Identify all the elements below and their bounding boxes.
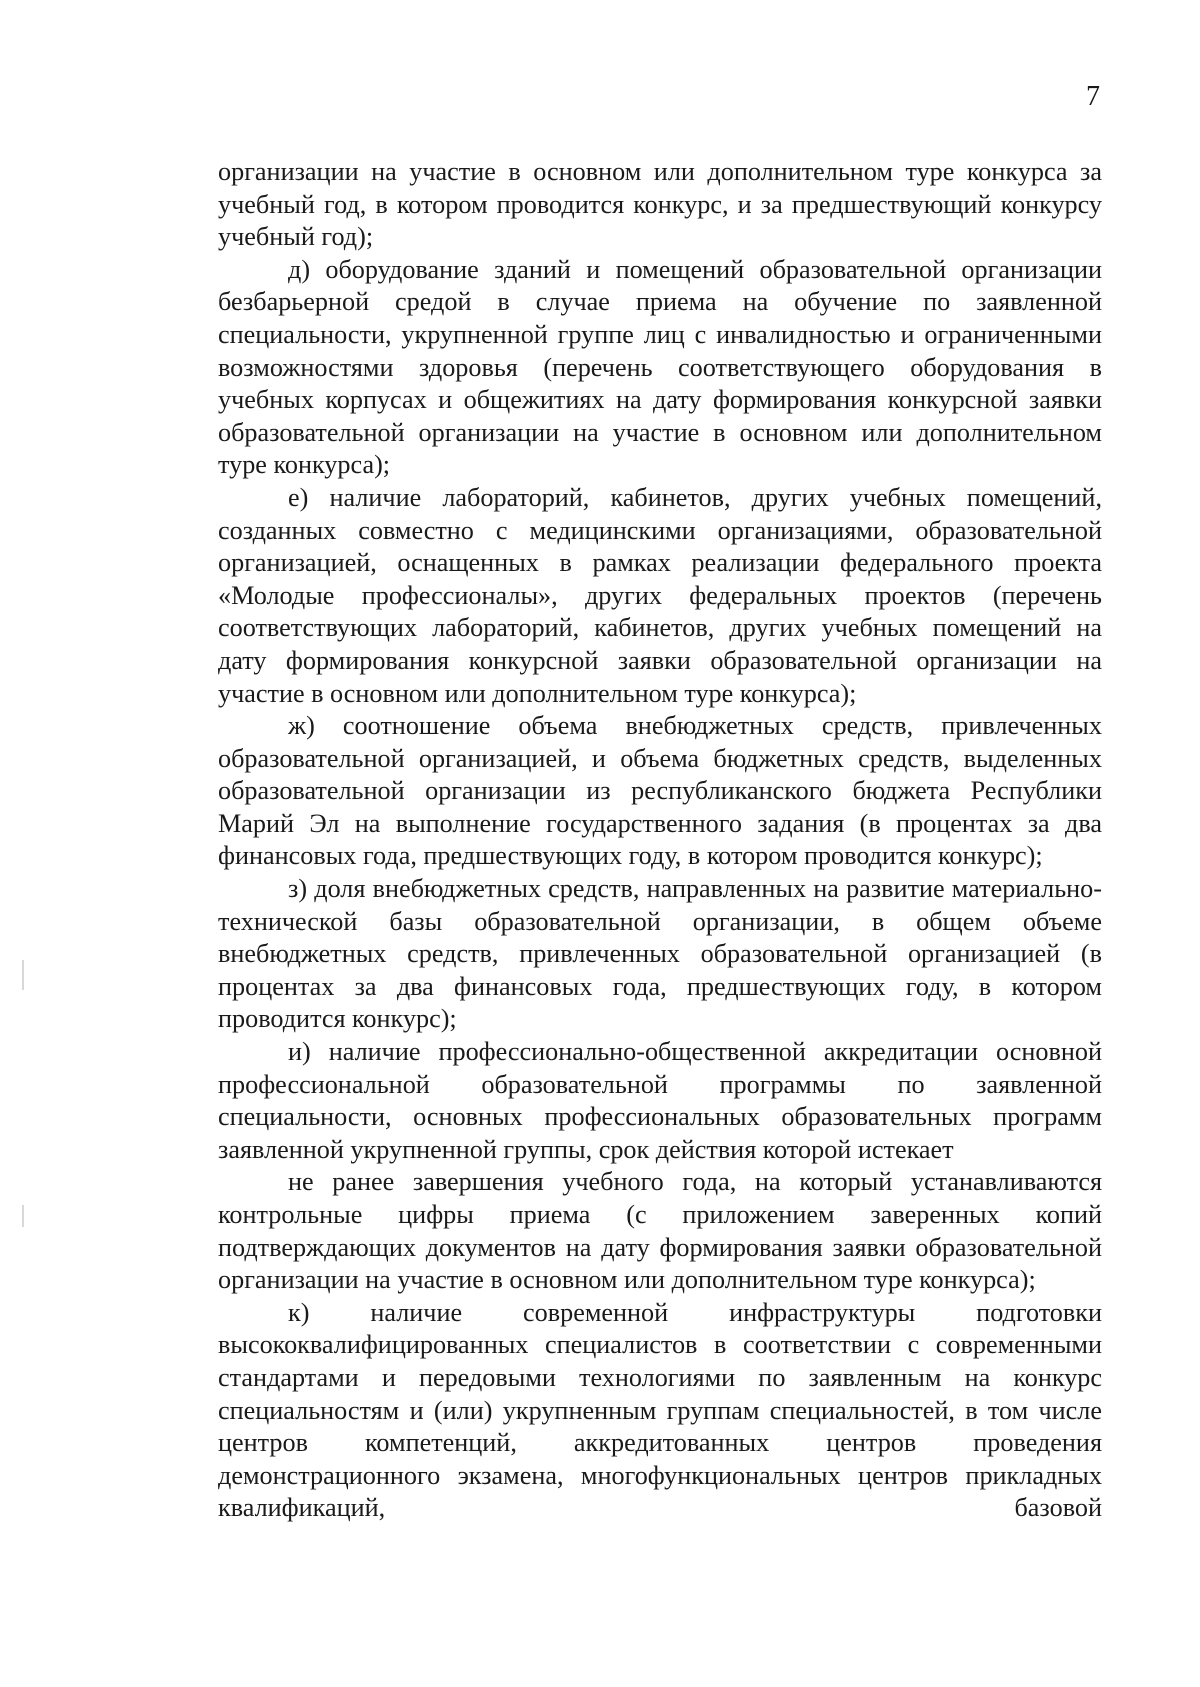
scan-edge-mark: [22, 960, 24, 990]
scan-edge-mark: [22, 1205, 24, 1227]
paragraph-item-i-continuation: не ранее завершения учебного года, на который устанавливаются контрольные цифры приема (с приложением заверенных копий подтверждающих документов на дату формирования заявки образовательной организации на участие в основном или дополнительном туре конкурса);: [218, 1167, 1102, 1295]
paragraph-item-z: з) доля внебюджетных средств, направленных на развитие материально-технической базы образовательной организации, в общем объеме внебюджетных средств, привлеченных образовательной организацией (в процентах за два финансовых года, предшествующих году, в котором проводится конкурс);: [218, 874, 1102, 1034]
page-number: 7: [1086, 81, 1100, 112]
paragraph-item-e: е) наличие лабораторий, кабинетов, других учебных помещений, созданных совместно с медицинскими организациями, образовательной организацией, оснащенных в рамках реализации федерального проекта «Молодые профессионалы», других федеральных проектов (перечень соответствующих лабораторий, кабинетов, других учебных помещений на дату формирования конкурсной заявки образовательной организации на участие в основном или дополнительном туре конкурса);: [218, 482, 1102, 708]
paragraph-item-d: д) оборудование зданий и помещений образовательной организации безбарьерной средой в случае приема на обучение по заявленной специальности, укрупненной группе лиц с инвалидностью и ограниченными возможностями здоровья (перечень соответствующего оборудования в учебных корпусах и общежитиях на дату формирования конкурсной заявки образовательной организации на участие в основном или дополнительном туре конкурса);: [218, 254, 1102, 480]
paragraph-item-k: к) наличие современной инфраструктуры подготовки высококвалифицированных специалистов в соответствии с современными стандартами и передовыми технологиями по заявленным на конкурс специальностям и (или) укрупненным группам специальностей, в том числе центров компетенций, аккредитованных центров проведения демонстрационного экзамена, многофункциональных центров прикладных квалификаций, базовой: [218, 1297, 1102, 1523]
paragraph-continuation: организации на участие в основном или дополнительном туре конкурса за учебный год, в котором проводится конкурс, и за предшествующий конкурсу учебный год);: [218, 157, 1102, 252]
paragraph-item-i: и) наличие профессионально-общественной аккредитации основной профессиональной образовательной программы по заявленной специальности, основных профессиональных образовательных программ заявленной укрупненной группы, срок действия которой истекает: [218, 1037, 1102, 1164]
paragraph-item-zh: ж) соотношение объема внебюджетных средств, привлеченных образовательной организацией, и объема бюджетных средств, выделенных образовательной организации из республиканского бюджета Республики Марий Эл на выполнение государственного задания (в процентах за два финансовых года, предшествующих году, в котором проводится конкурс);: [218, 711, 1102, 871]
document-body: [218, 156, 1102, 1525]
